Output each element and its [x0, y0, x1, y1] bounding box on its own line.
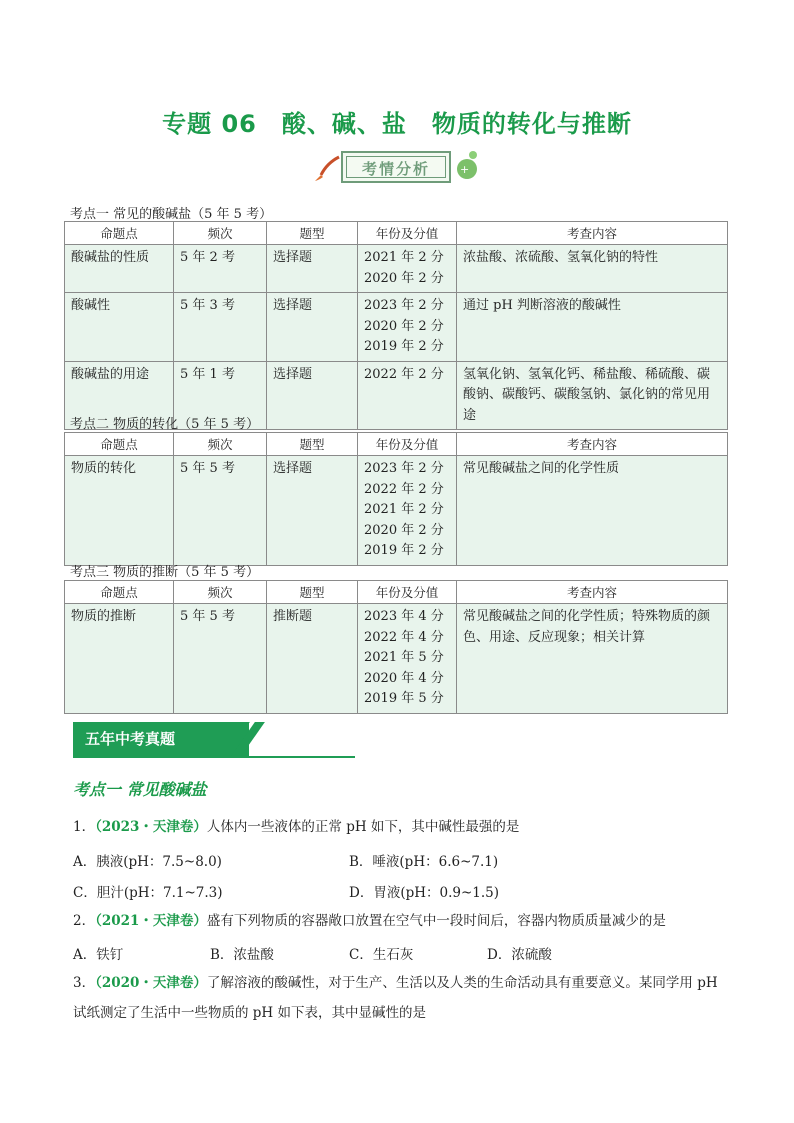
col-header: 命题点 — [65, 581, 174, 604]
cell-freq: 5 年 3 考 — [174, 293, 267, 362]
col-header: 频次 — [174, 222, 267, 245]
col-header: 年份及分值 — [358, 222, 457, 245]
cell-content: 通过 pH 判断溶液的酸碱性 — [457, 293, 728, 362]
option: C．生石灰 — [349, 947, 414, 963]
col-header: 题型 — [267, 222, 358, 245]
question-1: 1．（2023・天津卷）人体内一些液体的正常 pH 如下，其中碱性最强的是 — [73, 819, 520, 835]
col-header: 年份及分值 — [358, 433, 457, 456]
table-row — [65, 604, 728, 714]
cell-years: 2021 年 2 分 2020 年 2 分 — [358, 245, 457, 293]
col-header: 考查内容 — [457, 433, 728, 456]
table-row — [65, 456, 728, 566]
section-label-1: 考点一 常见的酸碱盐（5 年 5 考） — [70, 207, 273, 222]
col-header: 考查内容 — [457, 581, 728, 604]
cell-type: 选择题 — [267, 361, 358, 430]
exam-table-3 — [64, 580, 728, 714]
brush-icon — [313, 153, 343, 183]
question-2: 2．（2021・天津卷）盛有下列物质的容器敞口放置在空气中一段时间后，容器内物质质量减少的是 — [73, 913, 666, 929]
option: A．铁钉 — [73, 947, 124, 963]
table-row — [65, 245, 728, 293]
cell-type: 选择题 — [267, 456, 358, 566]
page-title: 专题 06 酸、碱、盐 物质的转化与推断 — [162, 110, 632, 138]
col-header: 考查内容 — [457, 222, 728, 245]
cell-point: 酸碱盐的性质 — [65, 245, 174, 293]
col-header: 命题点 — [65, 433, 174, 456]
col-header: 频次 — [174, 433, 267, 456]
option: A．胰液(pH：7.5~8.0) — [73, 854, 222, 870]
cell-point: 酸碱性 — [65, 293, 174, 362]
cell-point: 物质的转化 — [65, 456, 174, 566]
col-header: 题型 — [267, 581, 358, 604]
section-banner: 五年中考真题 — [73, 722, 249, 756]
cell-point: 酸碱盐的用途 — [65, 361, 174, 430]
cell-point: 物质的推断 — [65, 604, 174, 714]
cell-freq: 5 年 1 考 — [174, 361, 267, 430]
option: C．胆汁(pH：7.1~7.3) — [73, 885, 223, 901]
cell-content: 氢氧化钠、氢氧化钙、稀盐酸、稀硫酸、碳酸钠、碳酸钙、碳酸氢钠、氯化钠的常见用途 — [457, 361, 728, 430]
banner-underline — [73, 756, 355, 758]
cell-content: 浓盐酸、浓硫酸、氢氧化钠的特性 — [457, 245, 728, 293]
option: D．胃液(pH：0.9~1.5) — [349, 885, 500, 901]
question-3: 3．（2020・天津卷）了解溶液的酸碱性，对于生产、生活以及人类的生命活动具有重要意义。某同学用 pH — [73, 975, 718, 991]
leaf-icon — [451, 149, 481, 183]
cell-freq: 5 年 2 考 — [174, 245, 267, 293]
section-label-3: 考点三 物质的推断（5 年 5 考） — [70, 565, 260, 580]
cell-freq: 5 年 5 考 — [174, 604, 267, 714]
col-header: 年份及分值 — [358, 581, 457, 604]
col-header: 题型 — [267, 433, 358, 456]
cell-years: 2023 年 2 分 2022 年 2 分 2021 年 2 分 2020 年 2 分 2019 年 2 分 — [358, 456, 457, 566]
section-badge — [313, 149, 479, 189]
question-3-cont: 试纸测定了生活中一些物质的 pH 如下表，其中显碱性的是 — [73, 1005, 426, 1021]
option: B．唾液(pH：6.6~7.1) — [349, 854, 499, 870]
cell-content: 常见酸碱盐之间的化学性质 — [457, 456, 728, 566]
option: D．浓硫酸 — [487, 947, 552, 963]
cell-type: 推断题 — [267, 604, 358, 714]
col-header: 命题点 — [65, 222, 174, 245]
badge-label: 考情分析 — [346, 156, 446, 178]
cell-years: 2023 年 2 分 2020 年 2 分 2019 年 2 分 — [358, 293, 457, 362]
svg-text:+: + — [460, 163, 470, 176]
exam-table-1 — [64, 221, 728, 430]
cell-type: 选择题 — [267, 293, 358, 362]
cell-years: 2023 年 4 分 2022 年 4 分 2021 年 5 分 2020 年 4 分 2019 年 5 分 — [358, 604, 457, 714]
cell-content: 常见酸碱盐之间的化学性质；特殊物质的颜色、用途、反应现象；相关计算 — [457, 604, 728, 714]
col-header: 频次 — [174, 581, 267, 604]
cell-years: 2022 年 2 分 — [358, 361, 457, 430]
exam-table-2 — [64, 432, 728, 566]
table-row — [65, 293, 728, 362]
cell-type: 选择题 — [267, 245, 358, 293]
kaodian-heading: 考点一 常见酸碱盐 — [73, 780, 207, 799]
section-label-2: 考点二 物质的转化（5 年 5 考） — [70, 417, 260, 432]
option: B．浓盐酸 — [210, 947, 274, 963]
cell-freq: 5 年 5 考 — [174, 456, 267, 566]
